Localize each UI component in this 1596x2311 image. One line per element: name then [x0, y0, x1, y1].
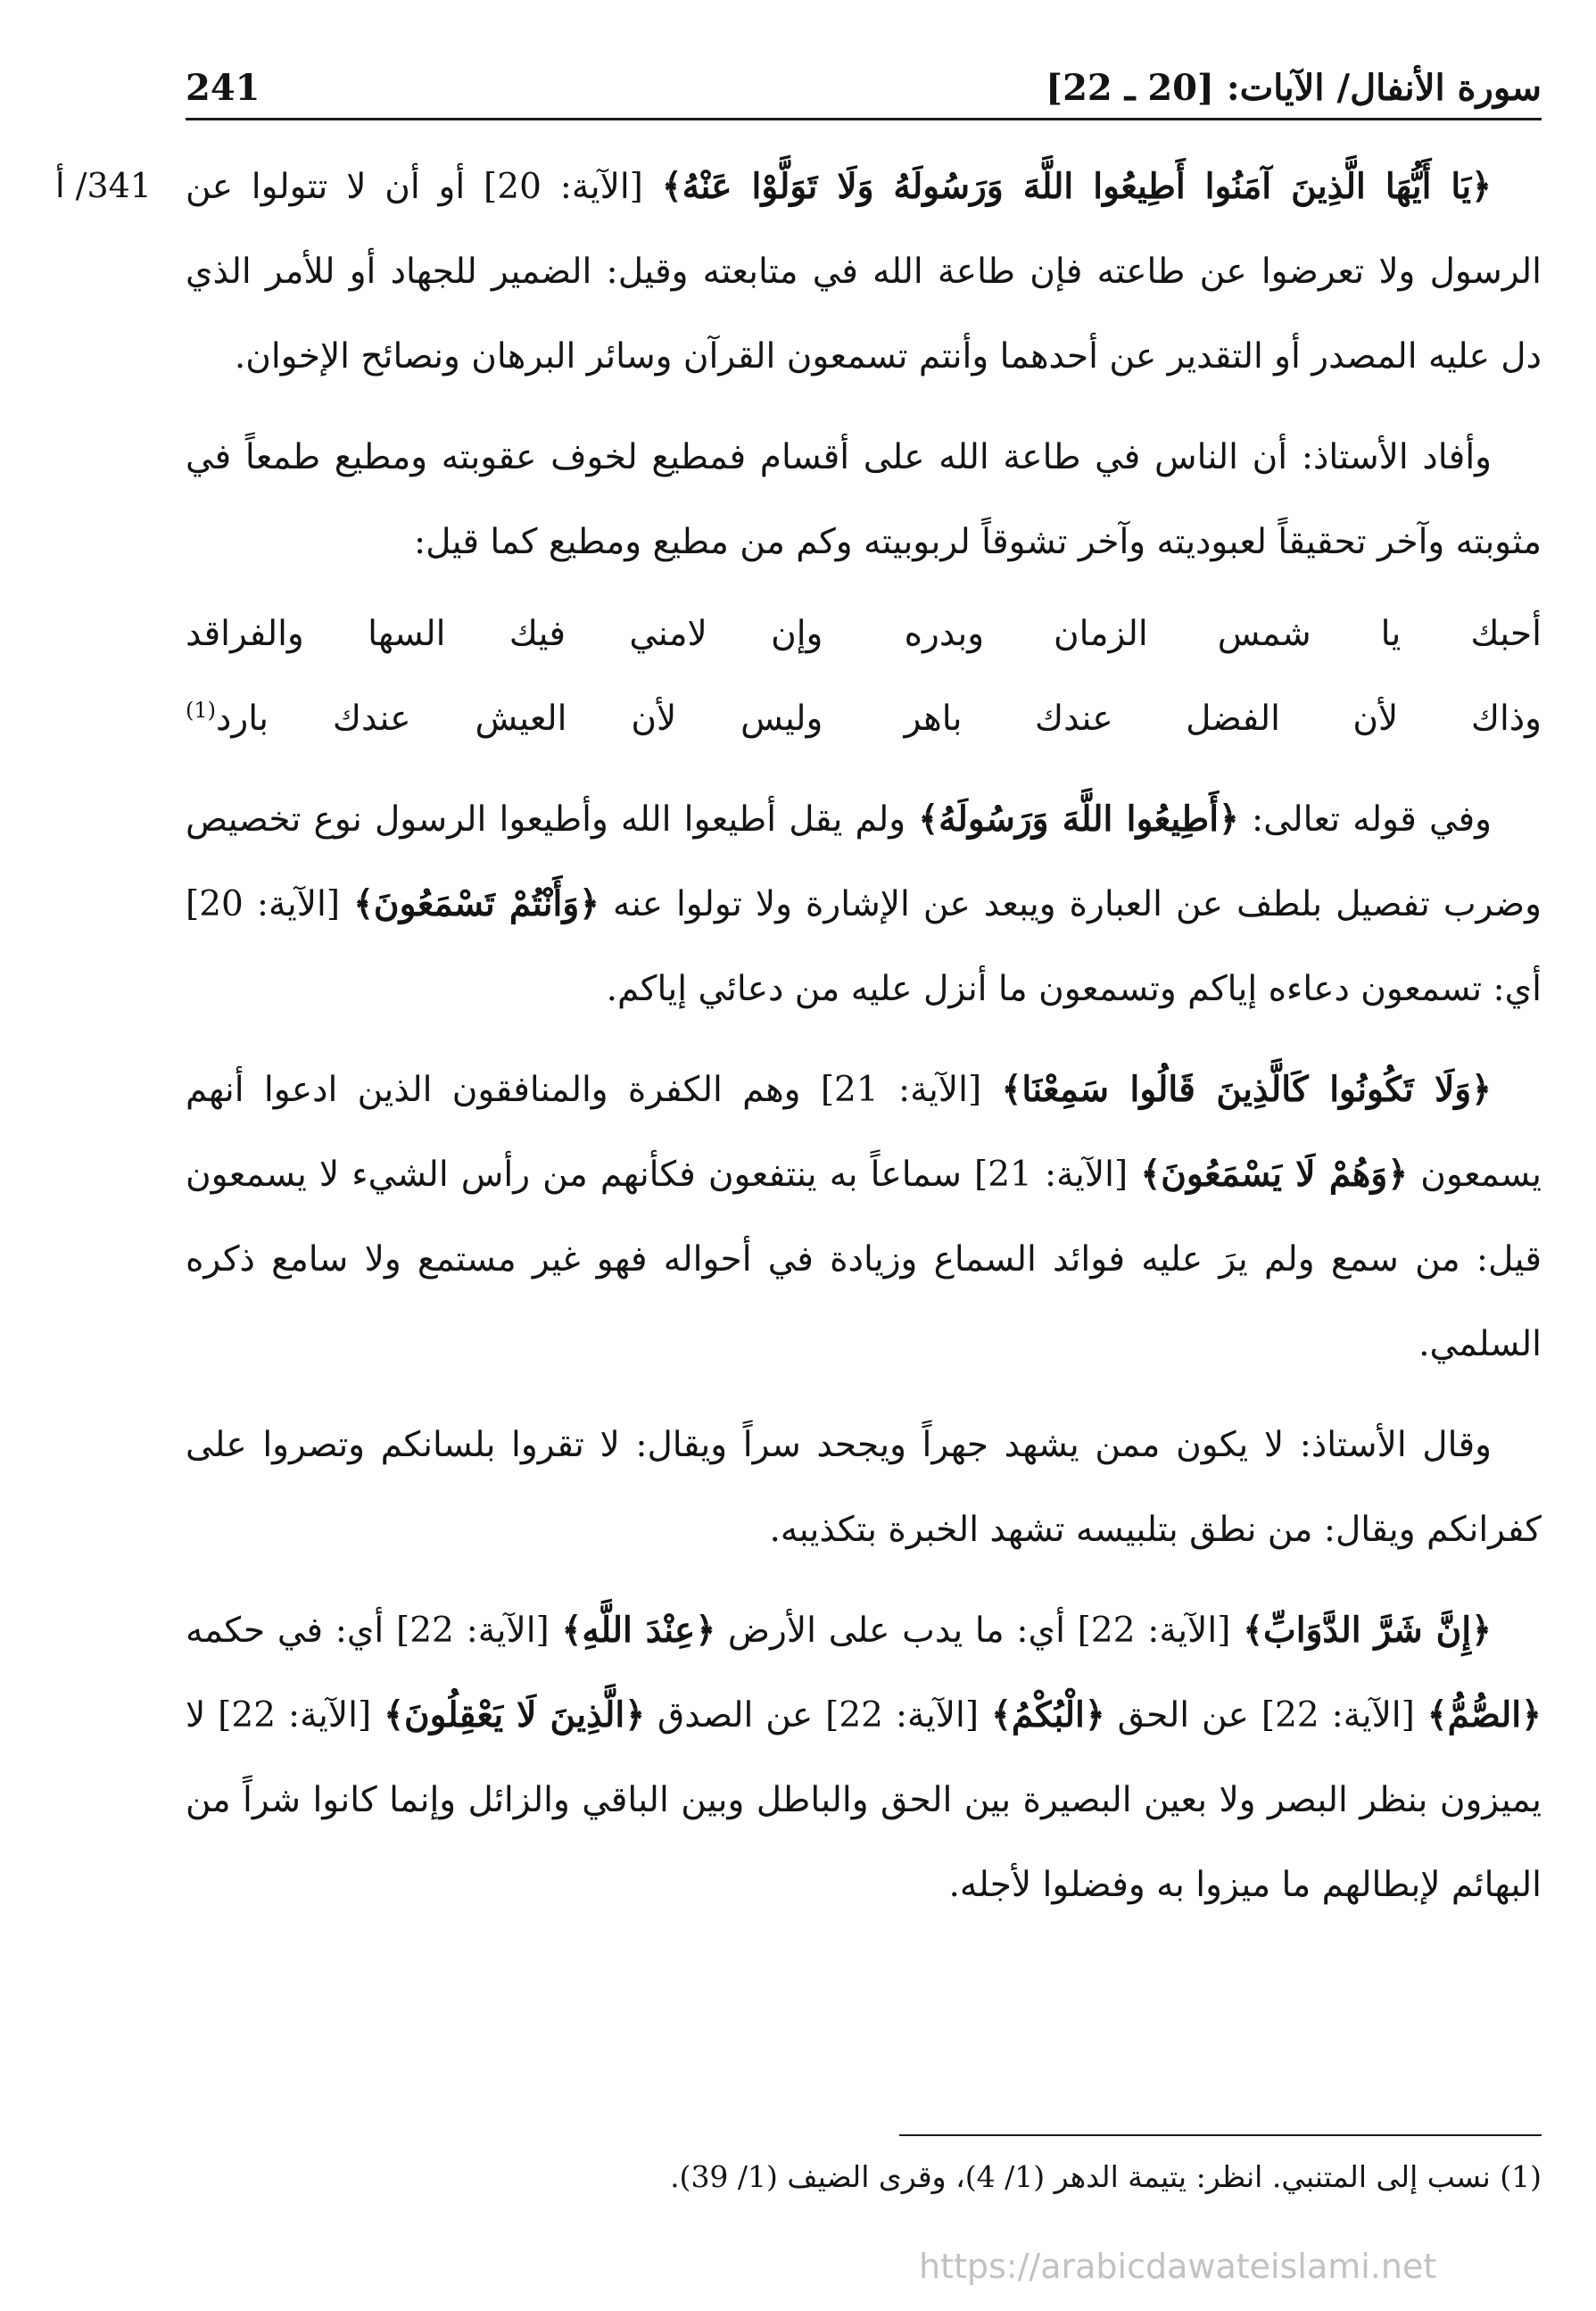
hemistich-text: وليس لأن العيش عندك بارد [216, 699, 823, 739]
text-run: [الآية: 20] أو أن لا تتولوا عن الرسول ولا تعرضوا عن طاعته فإن طاعة الله في متابعته وقيل: الضمير للجهاد أو للأمر الذي دل عليه المصدر أو التقدير عن أحدهما وأنتم تسمعون القرآن وسائر البرهان ونصائح الإخوان. [186, 167, 1542, 377]
quran-verse: ﴿إِنَّ شَرَّ الدَّوَابِّ﴾ [1243, 1610, 1492, 1651]
quran-verse: ﴿الْبُكْمُ﴾ [991, 1694, 1105, 1735]
hemistich-text: وإن لامني فيك السها والفراقد [186, 614, 823, 654]
text-run: ولم يقل أطيعوا الله وأطيعوا الرسول نوع تخصيص وضرب تفصيل بلطف عن العبارة ويبعد عن الإشارة ولا تولوا عنه [186, 799, 1542, 924]
paragraph [186, 415, 1542, 584]
text-run: [الآية: 21] وهم الكفرة والمنافقون الذين ادعوا أنهم يسمعون [186, 1070, 1542, 1195]
footnote: (1) نسب إلى المتنبي. انظر: يتيمة الدهر (1/ 4)، وقرى الضيف (1/ 39). [670, 2159, 1542, 2194]
second-hemistich [186, 592, 823, 676]
text-run: وقال الأستاذ: لا يكون ممن يشهد جهراً ويجحد سراً ويقال: لا تقروا بلسانكم وتصروا على كفرانكم ويقال: من نطق بتلبيسه تشهد الخبرة بتكذيبه. [186, 1425, 1542, 1550]
watermark-url: https://arabicdawateislami.net [919, 2247, 1437, 2286]
text-run: [الآية: 22] لا يميزون بنظر البصر ولا بعين البصيرة بين الحق والباطل وبين الباقي والزائل وإنما كانوا شراً من البهائم لإبطالهم ما ميزوا به وفضلوا لأجله. [186, 1695, 1542, 1905]
quran-verse: ﴿الَّذِينَ لَا يَعْقِلُونَ﴾ [384, 1694, 646, 1735]
quran-verse: ﴿الصُّمُّ﴾ [1426, 1694, 1542, 1735]
footnote-separator [899, 2134, 1542, 2136]
text-run: وفي قوله تعالى: [1238, 799, 1492, 840]
paragraph [186, 777, 1542, 1031]
page-header [186, 54, 1542, 120]
quran-verse: ﴿وَهُمْ لَا يَسْمَعُونَ﴾ [1140, 1154, 1409, 1195]
text-run: [الآية: 22] عن الحق [1104, 1695, 1427, 1735]
text-run: [الآية: 22] أي: في حكمه [186, 1611, 562, 1651]
second-hemistich [186, 676, 823, 761]
paragraphs-before-poem [186, 145, 1542, 584]
poem-verse [186, 592, 1542, 676]
first-hemistich: وذاك لأن الفضل عندك باهر [904, 699, 1542, 739]
manuscript-folio-ref: 341/ أ [55, 166, 152, 205]
paragraph [186, 1048, 1542, 1387]
quran-verse: ﴿يَا أَيُّهَا الَّذِينَ آمَنُوا أَطِيعُوا اللَّهَ وَرَسُولَهُ وَلَا تَوَلَّوْا عَنْهُ﴾ [661, 166, 1492, 207]
quran-verse: ﴿وَأَنْتُمْ تَسْمَعُونَ﴾ [353, 883, 600, 924]
first-hemistich: أحبك يا شمس الزمان وبدره [904, 614, 1542, 654]
main-text [186, 145, 1542, 1927]
paragraphs-after-poem [186, 777, 1542, 1927]
page-number: 241 [186, 67, 260, 109]
running-title: سورة الأنفال/ الآيات: [20 ـ 22] [1046, 67, 1542, 109]
text-run: [الآية: 22] أي: ما يدب على الأرض [715, 1611, 1244, 1651]
text-run: [الآية: 21] سماعاً به ينتفعون فكأنهم من رأس الشيء لا يسمعون قيل: من سمع ولم يرَ عليه فوائد السماع وزيادة في أحواله فهو غير مستمع ولا سامع ذكره السلمي. [186, 1155, 1542, 1364]
text-run: [الآية: 22] عن الصدق [645, 1695, 992, 1735]
paragraph [186, 1588, 1542, 1927]
paragraph [186, 145, 1542, 399]
footnote-marker: (1) [186, 698, 217, 723]
quran-verse: ﴿وَلَا تَكُونُوا كَالَّذِينَ قَالُوا سَمِعْنَا﴾ [1001, 1069, 1492, 1110]
poem-verse [186, 676, 1542, 761]
poem [186, 592, 1542, 761]
text-run: [الآية: 20] أي: تسمعون دعاءه إياكم وتسمعون ما أنزل عليه من دعائي إياكم. [186, 884, 1542, 1009]
text-run: وأفاد الأستاذ: أن الناس في طاعة الله على أقسام فمطيع لخوف عقوبته ومطيع طمعاً في مثوبته وآخر تحقيقاً لعبوديته وآخر تشوقاً لربوبيته وكم من مطيع ومطيع كما قيل: [186, 437, 1542, 562]
paragraph [186, 1403, 1542, 1572]
quran-verse: ﴿عِنْدَ اللَّهِ﴾ [561, 1610, 716, 1651]
quran-verse: ﴿أَطِيعُوا اللَّهَ وَرَسُولَهُ﴾ [918, 799, 1239, 840]
